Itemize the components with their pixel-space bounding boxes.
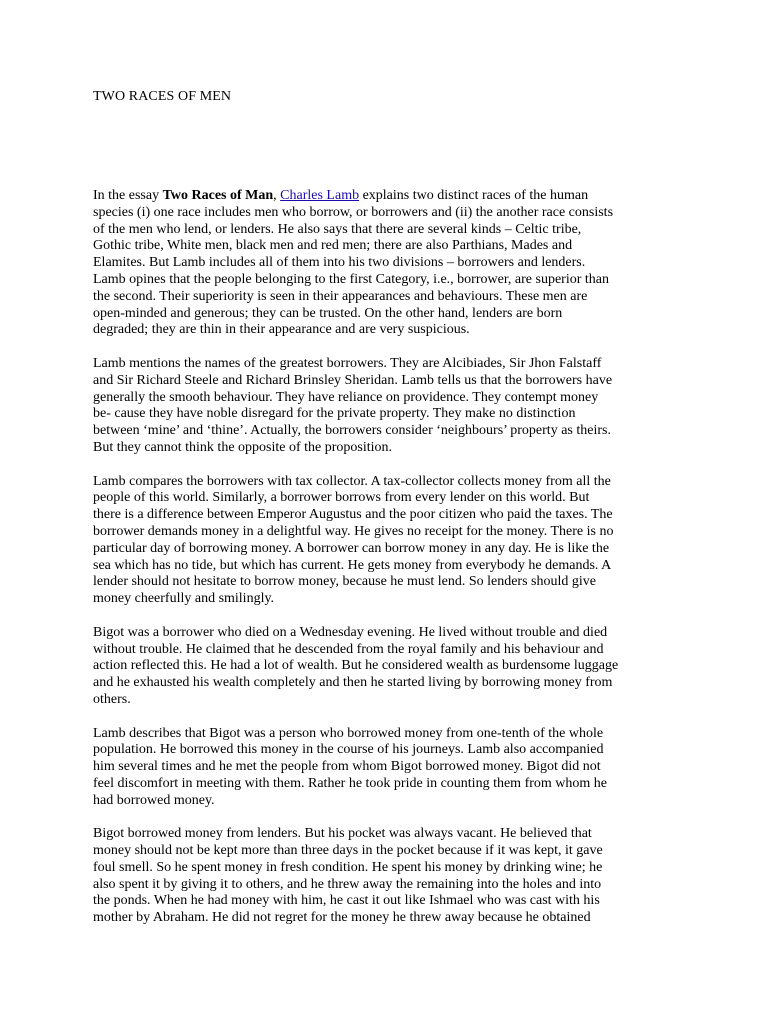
paragraph-line: between ‘mine’ and ‘thine’. Actually, the borrowers consider ‘neighbours’ property as theirs.	[93, 423, 611, 439]
paragraph-line: had borrowed money.	[93, 792, 215, 808]
intro-prefix: In the essay	[93, 188, 163, 203]
paragraph-line: money should not be kept more than three days in the pocket because if it was kept, it gave	[93, 843, 603, 859]
paragraph-line	[93, 188, 673, 205]
paragraph-line: Lamb opines that the people belonging to the first Category, i.e., borrower, are superior than	[93, 271, 609, 287]
paragraph-bigot-death	[93, 625, 673, 709]
paragraph-line: species (i) one race includes men who borrow, or borrowers and (ii) the another race consists	[93, 204, 614, 220]
paragraph-line: generally the smooth behaviour. They have reliance on providence. They contempt money	[93, 389, 599, 405]
paragraph-line: money cheerfully and smilingly.	[93, 591, 275, 607]
paragraph-line: action reflected this. He had a lot of wealth. But he considered wealth as burdensome luggage	[93, 658, 619, 674]
paragraph-line: the ponds. When he had money with him, he cast it out like Ishmael who was cast with his	[93, 893, 600, 909]
paragraph-line: people of this world. Similarly, a borrower borrows from every lender on this world. But	[93, 490, 590, 506]
paragraph-borrowers-names	[93, 356, 673, 457]
essay-title: Two Races of Man	[162, 188, 274, 203]
paragraph-line: borrower demands money in a delightful way. He gives no receipt for the money. There is no	[93, 523, 614, 539]
paragraph-line: sea which has no tide, but which has current. He gets money from everybody he demands. A	[93, 557, 612, 573]
paragraph-line: feel discomfort in meeting with them. Rather he took pride in counting them from whom he	[93, 775, 607, 791]
paragraph-line: and he exhausted his wealth completely and then he started living by borrowing money from	[93, 675, 613, 691]
paragraph-line: particular day of borrowing money. A borrower can borrow money in any day. He is like the	[93, 540, 610, 556]
intro-line1-suffix: explains two distinct races of the human	[359, 188, 589, 203]
paragraph-line: lender should not hesitate to borrow money, because he must lend. So lenders should give	[93, 574, 596, 590]
paragraph-line: Lamb describes that Bigot was a person who borrowed money from one-tenth of the whole	[93, 725, 604, 741]
document-body	[93, 188, 673, 944]
paragraph-line: foul smell. So he spent money in fresh condition. He spent his money by drinking wine; he	[93, 859, 603, 875]
paragraph-line: also spent it by giving it to others, and he threw away the remaining into the holes and into	[93, 876, 602, 892]
document-title: TWO RACES OF MEN	[93, 89, 232, 104]
paragraph-bigot-pocket	[93, 826, 673, 927]
intro-comma: ,	[273, 188, 281, 203]
paragraph-line: mother by Abraham. He did not regret for the money he threw away because he obtained	[93, 910, 591, 926]
paragraph-line: But they cannot think the opposite of the proposition.	[93, 439, 393, 455]
paragraph-line: Lamb compares the borrowers with tax collector. A tax-collector collects money from all the	[93, 473, 611, 489]
paragraph-line: Gothic tribe, White men, black men and red men; there are also Parthians, Mades and	[93, 238, 573, 254]
paragraph-line: and Sir Richard Steele and Richard Brinsley Sheridan. Lamb tells us that the borrowers have	[93, 372, 613, 388]
paragraph-line: of the men who lend, or lenders. He also says that there are several kinds – Celtic tribe,	[93, 221, 582, 237]
paragraph-line: others.	[93, 691, 131, 707]
paragraph-tax-collector	[93, 474, 673, 608]
paragraph-line: degraded; they are thin in their appearance and are very suspicious.	[93, 322, 470, 338]
paragraph-line: Bigot borrowed money from lenders. But his pocket was always vacant. He believed that	[93, 826, 592, 842]
paragraph-line: there is a difference between Emperor Augustus and the poor citizen who paid the taxes. The	[93, 507, 613, 523]
paragraph-line: be- cause they have noble disregard for the private property. They make no distinction	[93, 406, 576, 422]
paragraph-line: Bigot was a borrower who died on a Wednesday evening. He lived without trouble and died	[93, 624, 608, 640]
intro-paragraph	[93, 188, 673, 339]
paragraph-line: the second. Their superiority is seen in their appearances and behaviours. These men are	[93, 288, 588, 304]
paragraph-line: population. He borrowed this money in the course of his journeys. Lamb also accompanied	[93, 742, 604, 758]
paragraph-bigot-population	[93, 726, 673, 810]
paragraph-line: Lamb mentions the names of the greatest borrowers. They are Alcibiades, Sir Jhon Falstaff	[93, 355, 602, 371]
paragraph-line: without trouble. He claimed that he descended from the royal family and his behaviour and	[93, 641, 604, 657]
paragraph-line: Elamites. But Lamb includes all of them into his two divisions – borrowers and lenders.	[93, 255, 586, 271]
author-link[interactable]: Charles Lamb	[280, 188, 360, 203]
paragraph-line: him several times and he met the people from whom Bigot borrowed money. Bigot did not	[93, 759, 601, 775]
paragraph-line: open-minded and generous; they can be trusted. On the other hand, lenders are born	[93, 305, 563, 321]
